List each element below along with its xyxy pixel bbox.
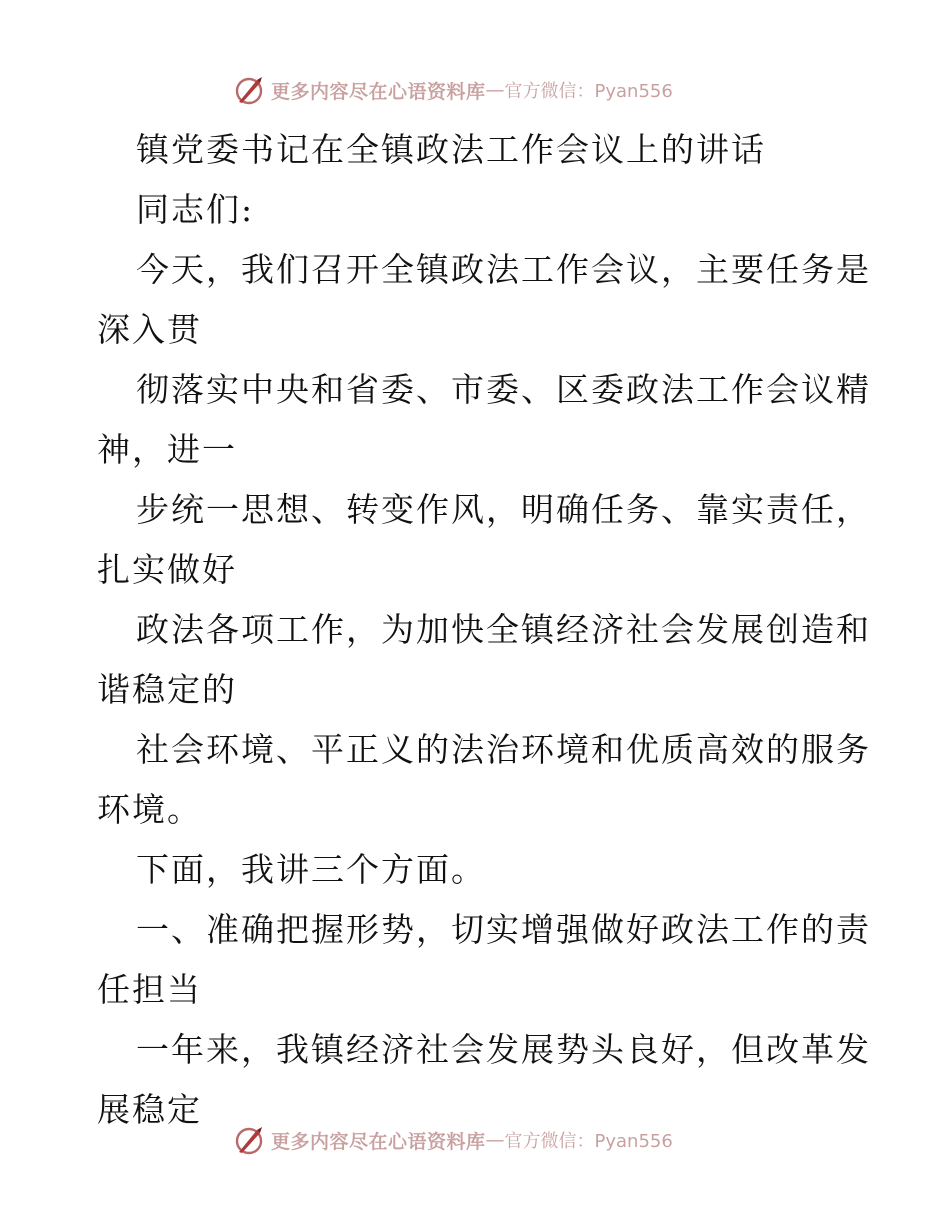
watermark-site-text: 更多内容尽在心语资料库: [271, 1130, 486, 1153]
watermark-wechat-text: 官方微信：Pyan556: [504, 1131, 673, 1152]
section-heading-continued: 任担当: [97, 970, 202, 1009]
section-heading: 一、准确把握形势，切实增强做好政法工作的责: [136, 910, 871, 949]
paragraph-line: 今天，我们召开全镇政法工作会议，主要任务是: [136, 250, 871, 289]
watermark-site-text: 更多内容尽在心语资料库: [271, 80, 486, 103]
paragraph-line: 环境。: [97, 790, 202, 829]
salutation: 同志们:: [136, 190, 255, 229]
paragraph-line: 彻落实中央和省委、市委、区委政法工作会议精: [136, 370, 871, 409]
document-body: [97, 120, 871, 1140]
paragraph-line: 神，进一: [97, 430, 237, 469]
paragraph-line: 扎实做好: [97, 550, 237, 589]
quill-pen-logo-icon: [233, 74, 265, 106]
paragraph-line: 步统一思想、转变作风，明确任务、靠实责任，: [136, 490, 871, 529]
paragraph-line: 一年来，我镇经济社会发展势头良好，但改革发: [136, 1030, 871, 1069]
document-title: 镇党委书记在全镇政法工作会议上的讲话: [136, 130, 766, 169]
paragraph-line: 下面，我讲三个方面。: [136, 850, 486, 889]
watermark-separator: —: [485, 1129, 505, 1151]
quill-pen-logo-icon: [233, 1124, 265, 1156]
watermark-separator: —: [485, 79, 505, 101]
paragraph-line: 展稳定: [97, 1090, 202, 1129]
paragraph-line: 政法各项工作，为加快全镇经济社会发展创造和: [136, 610, 871, 649]
paragraph-line: 深入贯: [97, 310, 202, 349]
footer-watermark: [233, 1120, 673, 1160]
header-watermark: [233, 70, 673, 110]
paragraph-line: 谐稳定的: [97, 670, 237, 709]
paragraph-line: 社会环境、平正义的法治环境和优质高效的服务: [136, 730, 871, 769]
watermark-wechat-text: 官方微信：Pyan556: [504, 81, 673, 102]
